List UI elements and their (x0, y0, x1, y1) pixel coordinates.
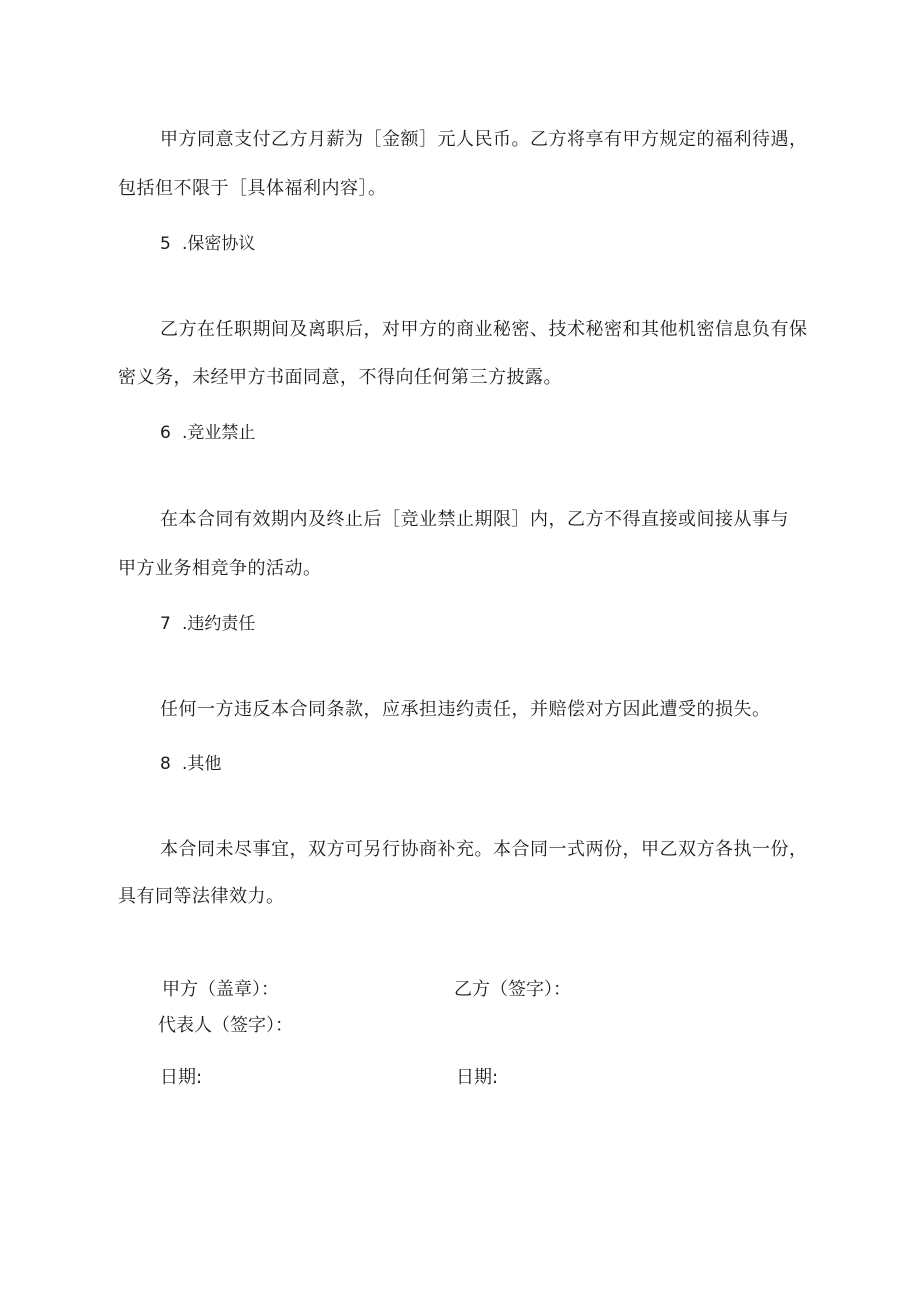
noncompete-paragraph-line-2: 甲方业务相竞争的活动。 (118, 558, 322, 579)
other-paragraph-line-2: 具有同等法律效力。 (118, 886, 285, 907)
section-title: .其他 (182, 754, 222, 774)
party-b-signature-label: 乙方（签字）： (454, 979, 571, 1000)
section-number: 5 (160, 234, 171, 254)
section-heading-6 (160, 421, 255, 445)
breach-paragraph-line-1: 任何一方违反本合同条款，应承担违约责任，并赔偿对方因此遭受的损失。 (160, 699, 771, 720)
section-title: .竞业禁止 (182, 423, 256, 443)
confidentiality-paragraph-line-1: 乙方在任职期间及离职后，对甲方的商业秘密、技术秘密和其他机密信息负有保 (160, 319, 808, 340)
section-number: 6 (160, 423, 171, 443)
noncompete-paragraph-line-1: 在本合同有效期内及终止后［竞业禁止期限］内，乙方不得直接或间接从事与 (160, 509, 789, 530)
party-a-date-label: 日期: (160, 1067, 203, 1088)
section-heading-7 (160, 612, 255, 636)
party-a-seal-label: 甲方（盖章）： (162, 979, 279, 1000)
section-number: 7 (160, 614, 171, 634)
representative-signature-label: 代表人（签字）： (158, 1015, 293, 1036)
other-paragraph-line-1: 本合同未尽事宜，双方可另行协商补充。本合同一式两份，甲乙双方各执一份， (160, 839, 808, 860)
party-b-date-label: 日期: (456, 1067, 499, 1088)
section-heading-8 (160, 752, 221, 776)
section-title: .违约责任 (182, 614, 256, 634)
confidentiality-paragraph-line-2: 密义务，未经甲方书面同意，不得向任何第三方披露。 (118, 367, 562, 388)
salary-paragraph-line-1: 甲方同意支付乙方月薪为［金额］元人民币。乙方将享有甲方规定的福利待遇， (160, 129, 808, 150)
section-number: 8 (160, 754, 171, 774)
section-heading-5 (160, 232, 255, 256)
section-title: .保密协议 (182, 234, 256, 254)
salary-paragraph-line-2: 包括但不限于［具体福利内容］。 (118, 178, 387, 199)
